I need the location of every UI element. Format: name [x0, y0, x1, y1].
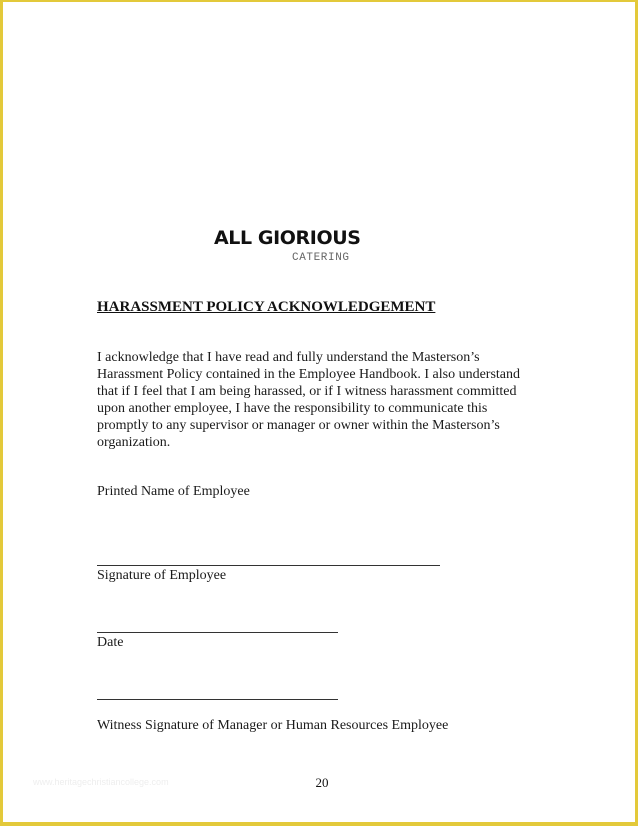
paragraph-line: promptly to any supervisor or manager or owner within the Masterson’s: [97, 418, 500, 433]
witness-signature-label: Witness Signature of Manager or Human Resources Employee: [97, 718, 449, 733]
printed-name-label: Printed Name of Employee: [97, 484, 250, 499]
date-label: Date: [97, 635, 124, 650]
paragraph-line: I acknowledge that I have read and fully understand the Masterson’s: [97, 350, 480, 365]
date-line[interactable]: [97, 632, 338, 633]
employee-signature-label: Signature of Employee: [97, 568, 227, 583]
company-logo-subtitle: CATERING: [292, 252, 350, 264]
witness-signature-line[interactable]: [97, 699, 338, 700]
document-heading: HARASSMENT POLICY ACKNOWLEDGEMENT: [97, 299, 436, 315]
watermark-text: www.heritagechristiancollege.com: [33, 777, 169, 787]
page-number: 20: [315, 775, 329, 790]
company-logo-title: ALL GIORIOUS: [214, 227, 361, 249]
acknowledgement-paragraph: [97, 349, 547, 451]
employee-signature-line[interactable]: [97, 565, 440, 566]
paragraph-line: organization.: [97, 435, 171, 450]
paragraph-line: that if I feel that I am being harassed, or if I witness harassment committed: [97, 384, 517, 399]
paragraph-line: upon another employee, I have the responsibility to communicate this: [97, 401, 488, 416]
paragraph-line: Harassment Policy contained in the Employee Handbook. I also understand: [97, 367, 521, 382]
